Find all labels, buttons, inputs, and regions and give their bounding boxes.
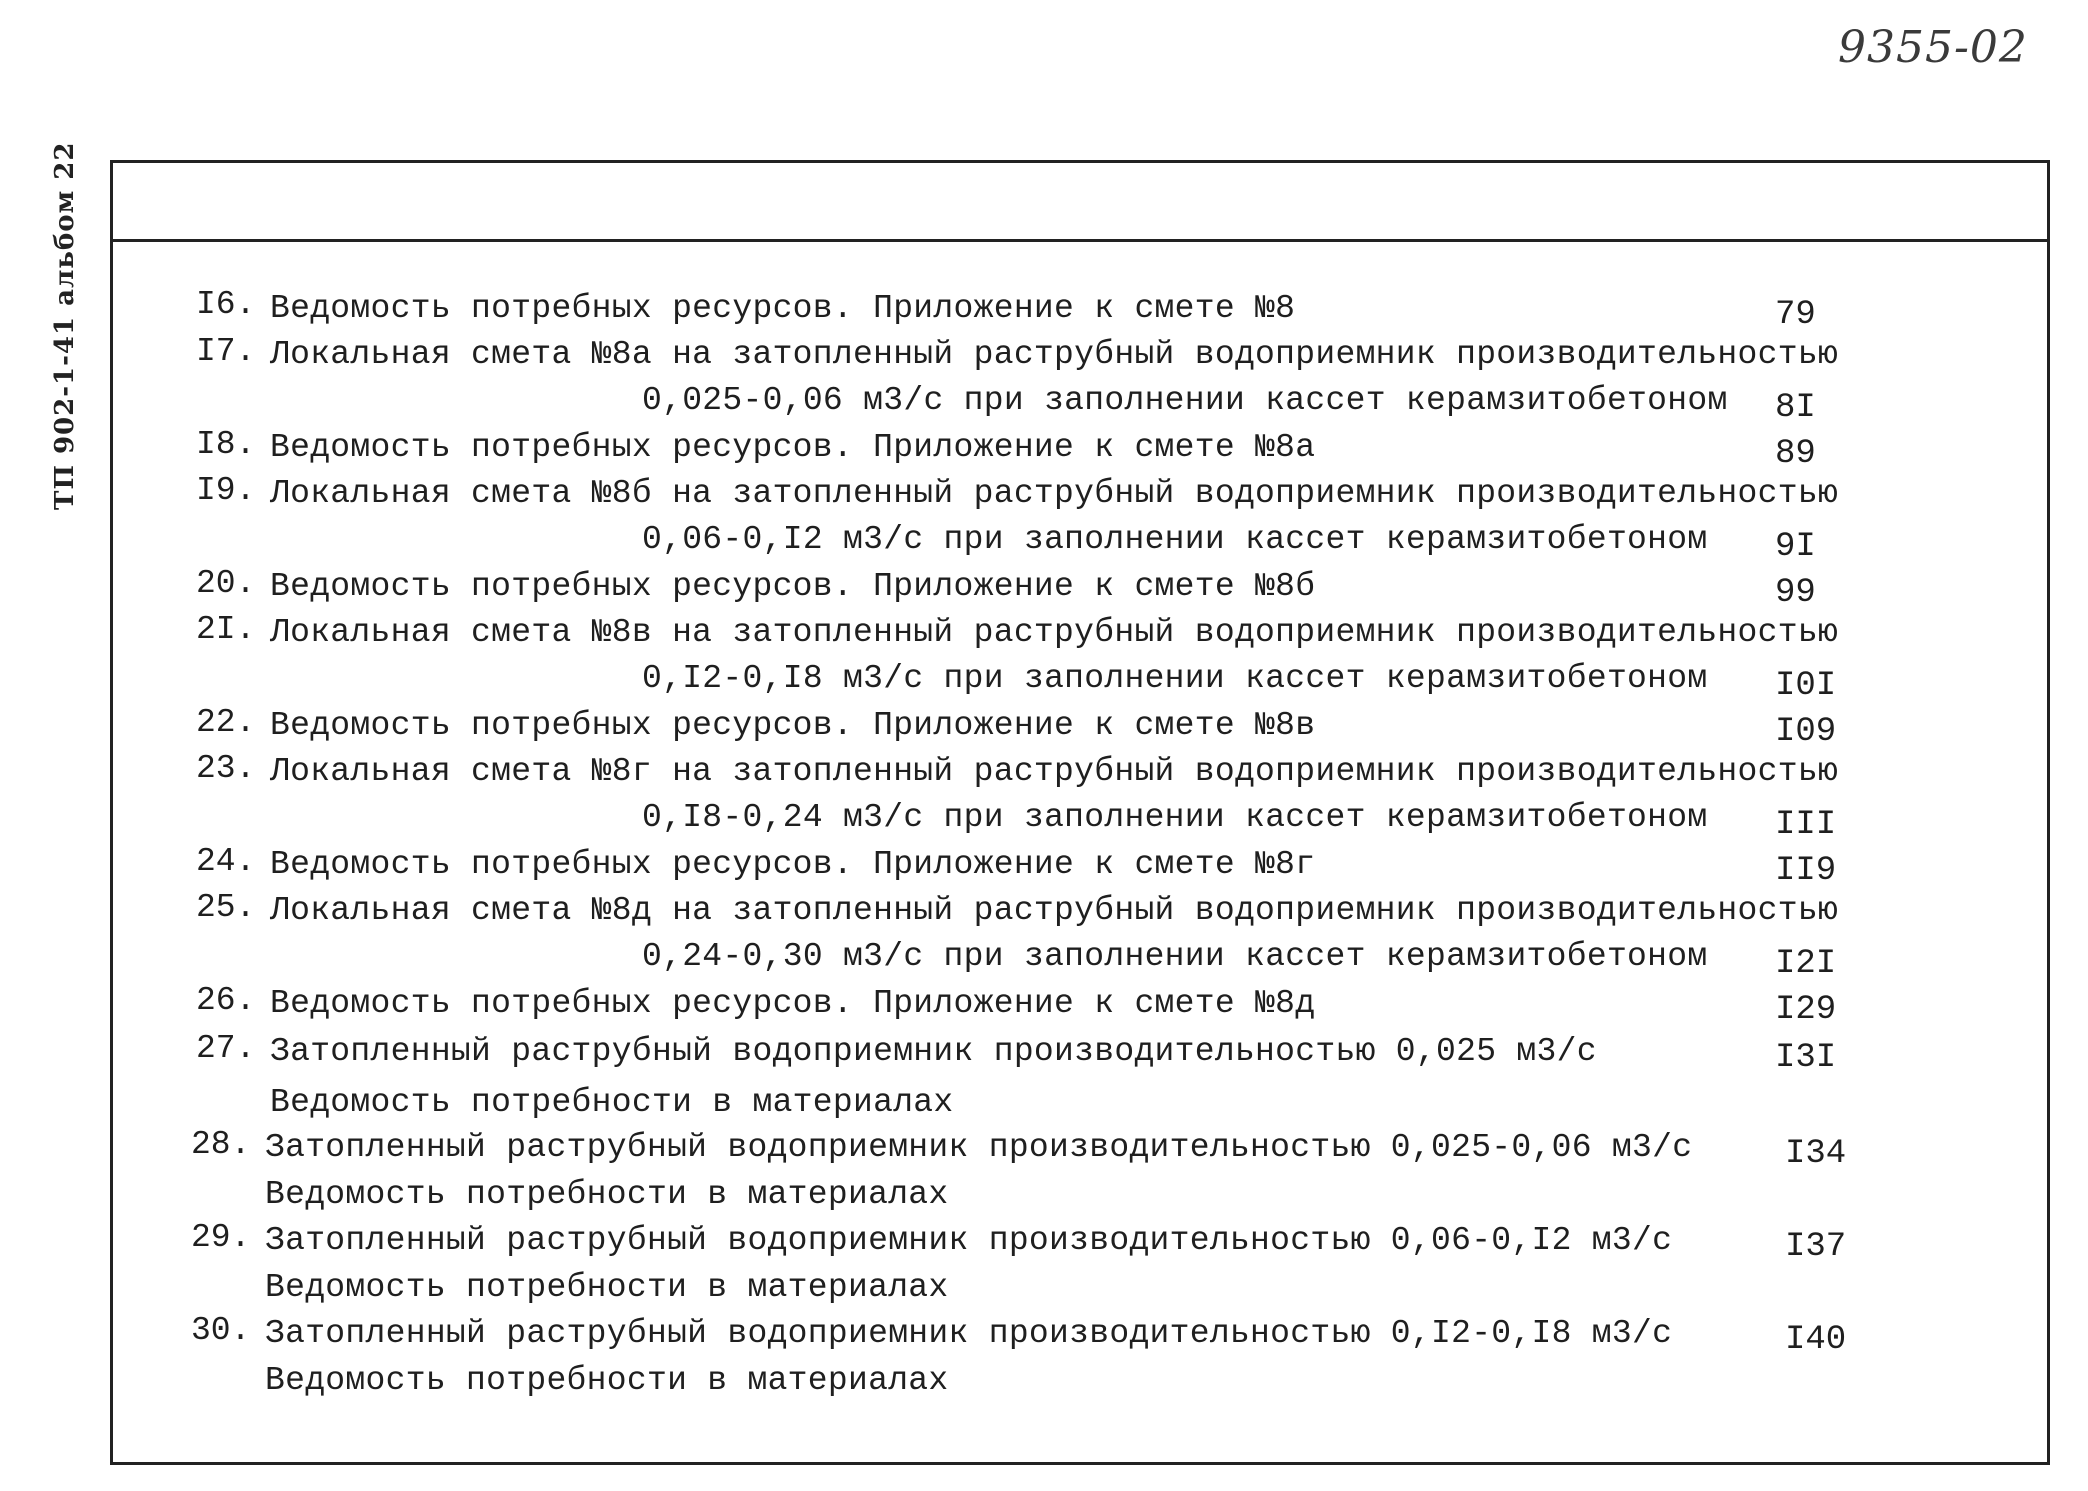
- entry-number: 26.: [196, 982, 256, 1019]
- entry-title: Ведомость потребных ресурсов. Приложение к смете №8в: [270, 707, 1316, 744]
- entry-subtitle: Ведомость потребности в материалах: [265, 1176, 949, 1213]
- entry-page: 99: [1775, 574, 1816, 612]
- entry-page: I34: [1785, 1135, 1847, 1173]
- entry-title: Локальная смета №8г на затопленный раструбный водоприемник производительностью: [270, 753, 1839, 790]
- entry-page: I09: [1775, 713, 1837, 751]
- entry-page: 9I: [1775, 528, 1816, 566]
- entry-title: Локальная смета №8в на затопленный раструбный водоприемник производительностью: [270, 614, 1839, 651]
- entry-subtitle: 0,24-0,30 м3/с при заполнении кассет керамзитобетоном: [642, 938, 1708, 975]
- entry-number: 24.: [196, 843, 256, 880]
- side-stamp: ТП 902-1-41 альбом 22: [50, 141, 80, 510]
- entry-title: Ведомость потребных ресурсов. Приложение к смете №8б: [270, 568, 1316, 605]
- entry-number: 25.: [196, 889, 256, 926]
- entry-title: Локальная смета №8б на затопленный раструбный водоприемник производительностью: [270, 475, 1839, 512]
- entry-number: 29.: [191, 1219, 251, 1256]
- entry-subtitle: 0,025-0,06 м3/с при заполнении кассет керамзитобетоном: [642, 382, 1728, 419]
- entry-number: I7.: [196, 333, 256, 370]
- entry-title: Локальная смета №8д на затопленный раструбный водоприемник производительностью: [270, 892, 1839, 929]
- entry-number: 2I.: [196, 611, 256, 648]
- entry-title: Затопленный раструбный водоприемник производительностью 0,025 м3/с: [270, 1033, 1597, 1070]
- entry-page: I2I: [1775, 945, 1837, 983]
- entry-subtitle: Ведомость потребности в материалах: [265, 1269, 949, 1306]
- entry-title: Ведомость потребных ресурсов. Приложение к смете №8д: [270, 985, 1316, 1022]
- entry-number: 23.: [196, 750, 256, 787]
- entry-title: Ведомость потребных ресурсов. Приложение к смете №8: [270, 290, 1296, 327]
- entry-title: Ведомость потребных ресурсов. Приложение к смете №8г: [270, 846, 1316, 883]
- entry-number: 20.: [196, 565, 256, 602]
- entry-number: 22.: [196, 704, 256, 741]
- document-code: 9355-02: [1838, 22, 2028, 73]
- entry-title: Ведомость потребных ресурсов. Приложение к смете №8а: [270, 429, 1316, 466]
- entry-number: 28.: [191, 1126, 251, 1163]
- entry-page: I0I: [1775, 667, 1837, 705]
- entry-title: Затопленный раструбный водоприемник производительностью 0,I2-0,I8 м3/с: [265, 1315, 1673, 1352]
- entry-number: I9.: [196, 472, 256, 509]
- entry-subtitle: 0,06-0,I2 м3/с при заполнении кассет керамзитобетоном: [642, 521, 1708, 558]
- entry-number: I6.: [196, 286, 256, 323]
- entry-page: II9: [1775, 852, 1837, 890]
- entry-number: 30.: [191, 1312, 251, 1349]
- entry-title: Локальная смета №8а на затопленный раструбный водоприемник производительностью: [270, 336, 1839, 373]
- entry-subtitle: Ведомость потребности в материалах: [265, 1362, 949, 1399]
- entry-page: 89: [1775, 435, 1816, 473]
- frame-header-divider: [113, 239, 2047, 242]
- entry-page: III: [1775, 806, 1837, 844]
- entry-title: Затопленный раструбный водоприемник производительностью 0,025-0,06 м3/с: [265, 1129, 1693, 1166]
- entry-subtitle: 0,I2-0,I8 м3/с при заполнении кассет керамзитобетоном: [642, 660, 1708, 697]
- entry-page: 8I: [1775, 389, 1816, 427]
- entry-subtitle: Ведомость потребности в материалах: [270, 1084, 954, 1121]
- entry-page: I29: [1775, 991, 1837, 1029]
- entry-page: 79: [1775, 296, 1816, 334]
- entry-page: I37: [1785, 1228, 1847, 1266]
- entry-title: Затопленный раструбный водоприемник производительностью 0,06-0,I2 м3/с: [265, 1222, 1673, 1259]
- entry-subtitle: 0,I8-0,24 м3/с при заполнении кассет керамзитобетоном: [642, 799, 1708, 836]
- entry-page: I3I: [1775, 1039, 1837, 1077]
- entry-number: I8.: [196, 426, 256, 463]
- entry-page: I40: [1785, 1321, 1847, 1359]
- entry-number: 27.: [196, 1030, 256, 1067]
